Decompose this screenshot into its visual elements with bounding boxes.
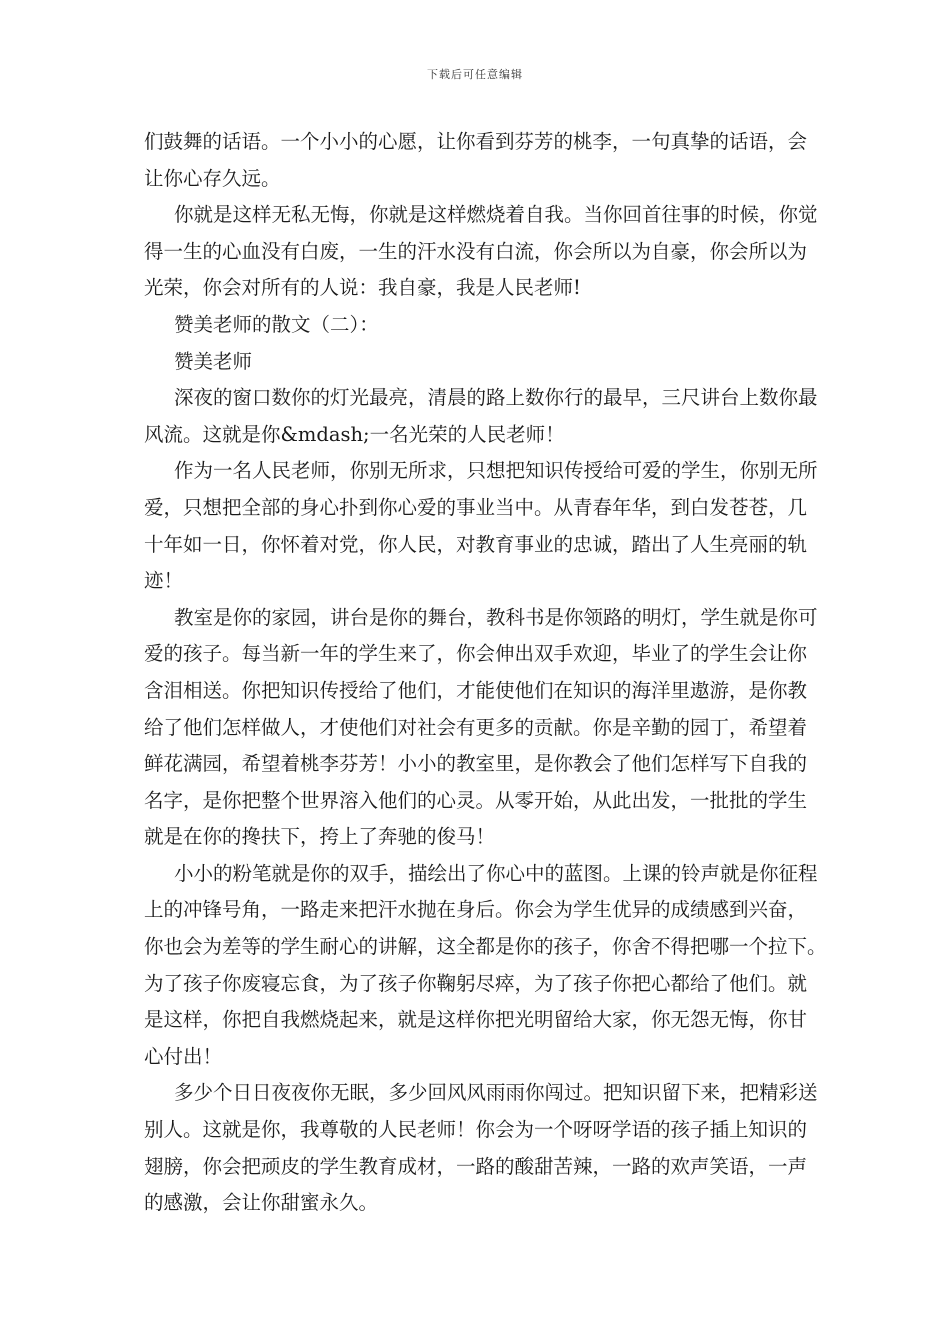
text-line: 含泪相送。你把知识传授给了他们，才能使他们在知识的海洋里遨游，是你教 (144, 678, 808, 702)
page-header: 下载后可任意编辑 (427, 68, 523, 81)
text-line: 给了他们怎样做人，才使他们对社会有更多的贡献。你是辛勤的园丁，希望着 (144, 715, 808, 739)
text-line: 迹！ (144, 569, 184, 593)
text-line: 教室是你的家园，讲台是你的舞台，教科书是你领路的明灯，学生就是你可 (174, 605, 818, 629)
text-line: 小小的粉笔就是你的双手，描绘出了你心中的蓝图。上课的铃声就是你征程 (174, 861, 818, 885)
text-line: 是这样，你把自我燃烧起来，就是这样你把光明留给大家，你无怨无悔，你甘 (144, 1008, 808, 1032)
text-line: 为了孩子你废寝忘食，为了孩子你鞠躬尽瘁，为了孩子你把心都给了他们。就 (144, 971, 808, 995)
text-line: 爱的孩子。每当新一年的学生来了，你会伸出双手欢迎，毕业了的学生会让你 (144, 642, 808, 666)
text-line: 上的冲锋号角，一路走来把汗水抛在身后。你会为学生优异的成绩感到兴奋， (144, 898, 808, 922)
document-body (144, 124, 827, 1222)
text-line: 名字，是你把整个世界溶入他们的心灵。从零开始，从此出发，一批批的学生 (144, 788, 808, 812)
text-line: 心付出！ (144, 1044, 223, 1068)
text-line: 赞美老师的散文（二）： (174, 312, 379, 336)
text-line: 爱，只想把全部的身心扑到你心爱的事业当中。从青春年华，到白发苍苍，几 (144, 495, 808, 519)
text-line: 十年如一日，你怀着对党，你人民，对教育事业的忠诚，踏出了人生亮丽的轨 (144, 532, 808, 556)
text-line: 赞美老师 (174, 349, 253, 373)
text-line: 得一生的心血没有白废，一生的汗水没有白流，你会所以为自豪，你会所以为 (144, 239, 808, 263)
text-line: 你也会为差等的学生耐心的讲解，这全都是你的孩子，你舍不得把哪一个拉下。 (144, 935, 827, 959)
text-line: 鲜花满园，希望着桃李芬芳！小小的教室里，是你教会了他们怎样写下自我的 (144, 752, 808, 776)
text-line: 的感激，会让你甜蜜永久。 (144, 1191, 379, 1215)
text-line: 你就是这样无私无悔，你就是这样燃烧着自我。当你回首往事的时候，你觉 (174, 203, 818, 227)
text-line: 作为一名人民老师，你别无所求，只想把知识传授给可爱的学生，你别无所 (174, 459, 818, 483)
text-line: 翅膀，你会把顽皮的学生教育成材，一路的酸甜苦辣，一路的欢声笑语，一声 (144, 1154, 808, 1178)
text-line: 们鼓舞的话语。一个小小的心愿，让你看到芬芳的桃李，一句真挚的话语，会 (144, 130, 808, 153)
text-line: 别人。这就是你，我尊敬的人民老师！你会为一个呀呀学语的孩子插上知识的 (144, 1118, 808, 1142)
text-line: 让你心存久远。 (144, 166, 281, 190)
text-line: 深夜的窗口数你的灯光最亮，清晨的路上数你行的最早，三尺讲台上数你最 (174, 386, 818, 410)
text-line: 多少个日日夜夜你无眠，多少回风风雨雨你闯过。把知识留下来，把精彩送 (174, 1081, 818, 1105)
text-line: 风流。这就是你&mdash;一名光荣的人民老师！ (144, 422, 565, 446)
text-line: 光荣，你会对所有的人说：我自豪，我是人民老师! (144, 276, 581, 300)
text-line: 就是在你的搀扶下，挎上了奔驰的俊马！ (144, 825, 496, 849)
